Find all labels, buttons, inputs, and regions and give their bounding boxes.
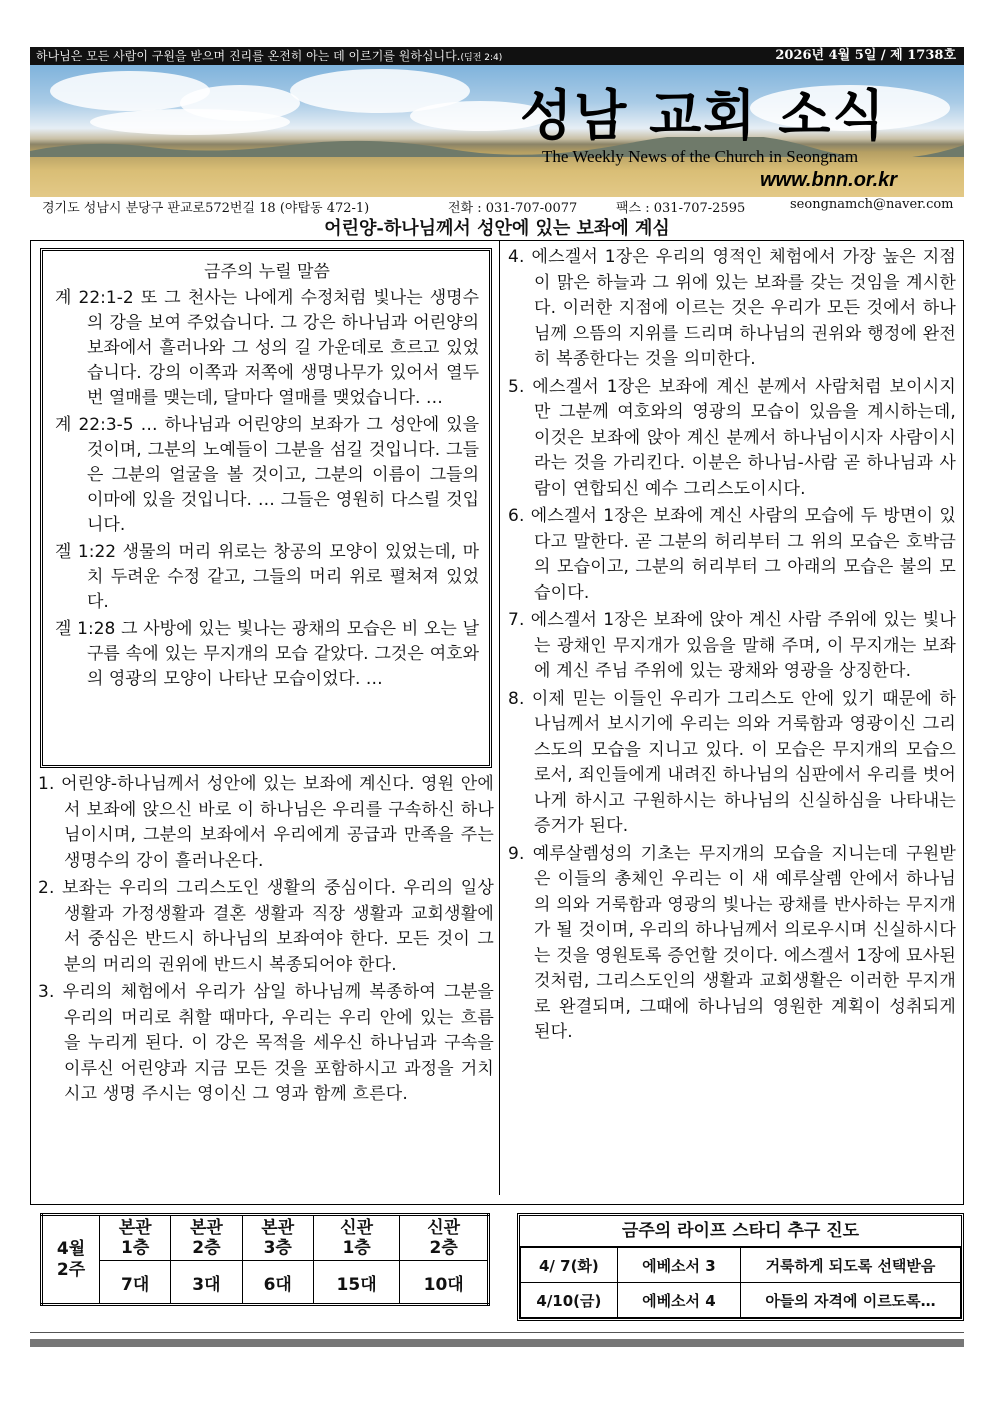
outline-point: 6. 에스겔서 1장은 보좌에 계신 사람의 모습에 두 방면이 있다고 말한다. 곧 그분의 허리부터 그 위의 모습은 호박금의 모습이고, 그분의 허리부터 그 아래의 모습은 불의 모습이다.: [508, 506, 956, 603]
footer-divider: [30, 1332, 964, 1333]
scripture-verse: 계 22:3-5 … 하나님과 어린양의 보좌가 그 성안에 있을 것이며, 그분의 노예들이 그분을 섬길 것입니다. 그들은 그분의 얼굴을 볼 것이고, 그분의 이름이 그들의 이마에 있을 것입니다. … 그들은 영원히 다스릴 것입니다.: [55, 415, 479, 535]
life-study-box: [517, 1213, 964, 1321]
attendance-header: 신관 2층: [400, 1215, 489, 1261]
church-address: 경기도 성남시 분당구 판교로572번길 18 (야탑동 472-1): [42, 201, 370, 216]
attendance-value: 7대: [100, 1261, 171, 1305]
study-date: 4/ 7(화): [521, 1248, 618, 1283]
outline-point: 8. 이제 믿는 이들인 우리가 그리스도 안에 있기 때문에 하나님께서 보시기에 우리는 의와 거룩함과 영광이신 그리스도의 모습을 지니고 있다. 이 모습은 무지개의 모습으로서, 죄인들에게 내려진 하나님의 심판에서 우리를 벗어나게 하시고 구원하시는 하나님의 신실하심을 나타내는 증거가 된다.: [508, 688, 956, 836]
newsletter-title: 성남 교회 소식: [520, 83, 887, 147]
scripture-verse: 겔 1:28 그 사방에 있는 빛나는 광채의 모습은 비 오는 날 구름 속에 있는 무지개의 모습 같았다. 그것은 여호와의 영광의 모양이 나타난 모습이었다. …: [55, 619, 479, 689]
attendance-value: 10대: [400, 1261, 489, 1305]
attendance-value: 3대: [171, 1261, 242, 1305]
header-verse-text: 하나님은 모든 사람이 구원을 받으며 진리를 온전히 아는 데 이르기를 원하십니다.: [36, 49, 461, 63]
cloud-decoration: [90, 109, 290, 135]
outline-point: 1. 어린양-하나님께서 성안에 있는 보좌에 계신다. 영원 안에서 보좌에 앉으신 바로 이 하나님은 우리를 구속하신 하나님이시며, 그분의 보좌에서 우리에게 공급과 만족을 주는 생명수의 강이 흘러나온다.: [38, 774, 494, 871]
outline-point: 3. 우리의 체험에서 우리가 삼일 하나님께 복종하여 그분을 우리의 머리로 취할 때마다, 우리는 우리 안에 있는 흐름을 누리게 된다. 이 강은 목적을 세우신 하나님과 구속을 이루신 어린양과 지금 모든 것을 포함하시고 과정을 거치시고 생명 주시는 영이신 그 영과 함께 흐른다.: [38, 982, 494, 1104]
scripture-verse: 계 22:1-2 또 그 천사는 나에게 수정처럼 빛나는 생명수의 강을 보여 주었습니다. 그 강은 하나님과 어린양의 보좌에서 흘러나와 그 성의 길 가운데로 흐르고 있었습니다. 강의 이쪽과 저쪽에 생명나무가 있어서 열두 번 열매를 맺는데, 달마다 열매를 맺었습니다. …: [55, 288, 479, 408]
issue-date: 2026년 4월 5일 / 제 1738호: [775, 48, 956, 63]
header-verse-ref: (딤전 2:4): [460, 53, 503, 63]
scripture-heading: 금주의 누릴 말씀: [204, 262, 330, 282]
footer-bar: [30, 1339, 964, 1347]
life-study-heading: 금주의 라이프 스타디 추구 진도: [520, 1216, 961, 1247]
attendance-week: 4월 2주: [42, 1215, 100, 1305]
phone-number: 전화 : 031-707-0077: [448, 201, 578, 216]
fax-number: 팩스 : 031-707-2595: [616, 201, 746, 216]
newsletter-subtitle: The Weekly News of the Church in Seongnam: [542, 147, 859, 166]
attendance-header: 신관 1층: [313, 1215, 400, 1261]
scripture-box: [40, 248, 492, 768]
outline-points-left: [38, 772, 494, 1110]
study-title: 아들의 자격에 이르도록…: [740, 1283, 960, 1318]
table-row: [521, 1248, 961, 1283]
outline-point: 5. 에스겔서 1장은 보좌에 계신 분께서 사람처럼 보이시지만 그분께 여호와의 영광의 모습이 있음을 계시하는데, 이것은 보좌에 앉아 계신 분께서 하나님이시자 사람이시라는 것을 가리킨다. 이분은 하나님-사람 곧 하나님과 사람이 연합되신 예수 그리스도이시다.: [508, 376, 956, 499]
outline-point: 2. 보좌는 우리의 그리스도인 생활의 중심이다. 우리의 일상생활과 가정생활과 결혼 생활과 직장 생활과 교회생활에서 중심은 반드시 하나님의 보좌여야 한다. 모든 것이 그분의 머리의 권위에 반드시 복종되어야 한다.: [38, 878, 494, 975]
message-headline: 어린양-하나님께서 성안에 있는 보좌에 계심: [324, 218, 670, 239]
attendance-table: [40, 1213, 490, 1306]
attendance-header: 본관 3층: [242, 1215, 313, 1261]
study-date: 4/10(금): [521, 1283, 618, 1318]
scripture-verse: 겔 1:22 생물의 머리 위로는 창공의 모양이 있었는데, 마치 두려운 수정 같고, 그들의 머리 위로 펼쳐져 있었다.: [55, 542, 479, 612]
attendance-value: 15대: [313, 1261, 400, 1305]
study-book: 에베소서 3: [617, 1248, 740, 1283]
outline-point: 4. 에스겔서 1장은 우리의 영적인 체험에서 가장 높은 지점이 맑은 하늘과 그 위에 있는 보좌를 갖는 것임을 계시한다. 이러한 지점에 이르는 것은 우리가 모든 것에서 하나님께 으뜸의 지위를 드리며 하나님의 권위와 행정에 완전히 복종한다는 것을 의미한다.: [508, 247, 956, 369]
outline-point: 9. 예루살렘성의 기초는 무지개의 모습을 지니는데 구원받은 이들의 총체인 우리는 이 새 예루살렘 안에서 하나님의 의와 거룩함과 영광의 빛나는 광채를 반사하는 무지개가 될 것이며, 우리의 하나님께서 의로우시며 신실하시다는 것을 영원토록 증언할 것이다. 에스겔서 1장에 묘사된 것처럼, 그리스도인의 생활과 교회생활은 이러한 무지개로 완결되며, 그때에 하나님의 영원한 계획이 성취되게 된다.: [508, 843, 956, 1042]
attendance-value: 6대: [242, 1261, 313, 1305]
table-row: [521, 1283, 961, 1318]
attendance-header: 본관 1층: [100, 1215, 171, 1261]
life-study-table: [520, 1247, 961, 1318]
study-book: 에베소서 4: [617, 1283, 740, 1318]
header-verse: [36, 47, 502, 67]
masthead-banner: [30, 65, 964, 197]
study-title: 거룩하게 되도록 선택받음: [740, 1248, 960, 1283]
column-divider: [499, 240, 500, 1195]
email-address[interactable]: seongnamch@naver.com: [790, 197, 954, 212]
top-bar: [30, 47, 964, 65]
outline-points-right: [508, 245, 956, 1048]
website-link[interactable]: www.bnn.or.kr: [760, 169, 898, 191]
outline-point: 7. 에스겔서 1장은 보좌에 앉아 계신 사람 주위에 있는 빛나는 광채인 무지개가 있음을 말해 주며, 이 무지개는 보좌에 계신 주님 주위에 있는 광채와 영광을 상징한다.: [508, 610, 956, 681]
attendance-header: 본관 2층: [171, 1215, 242, 1261]
